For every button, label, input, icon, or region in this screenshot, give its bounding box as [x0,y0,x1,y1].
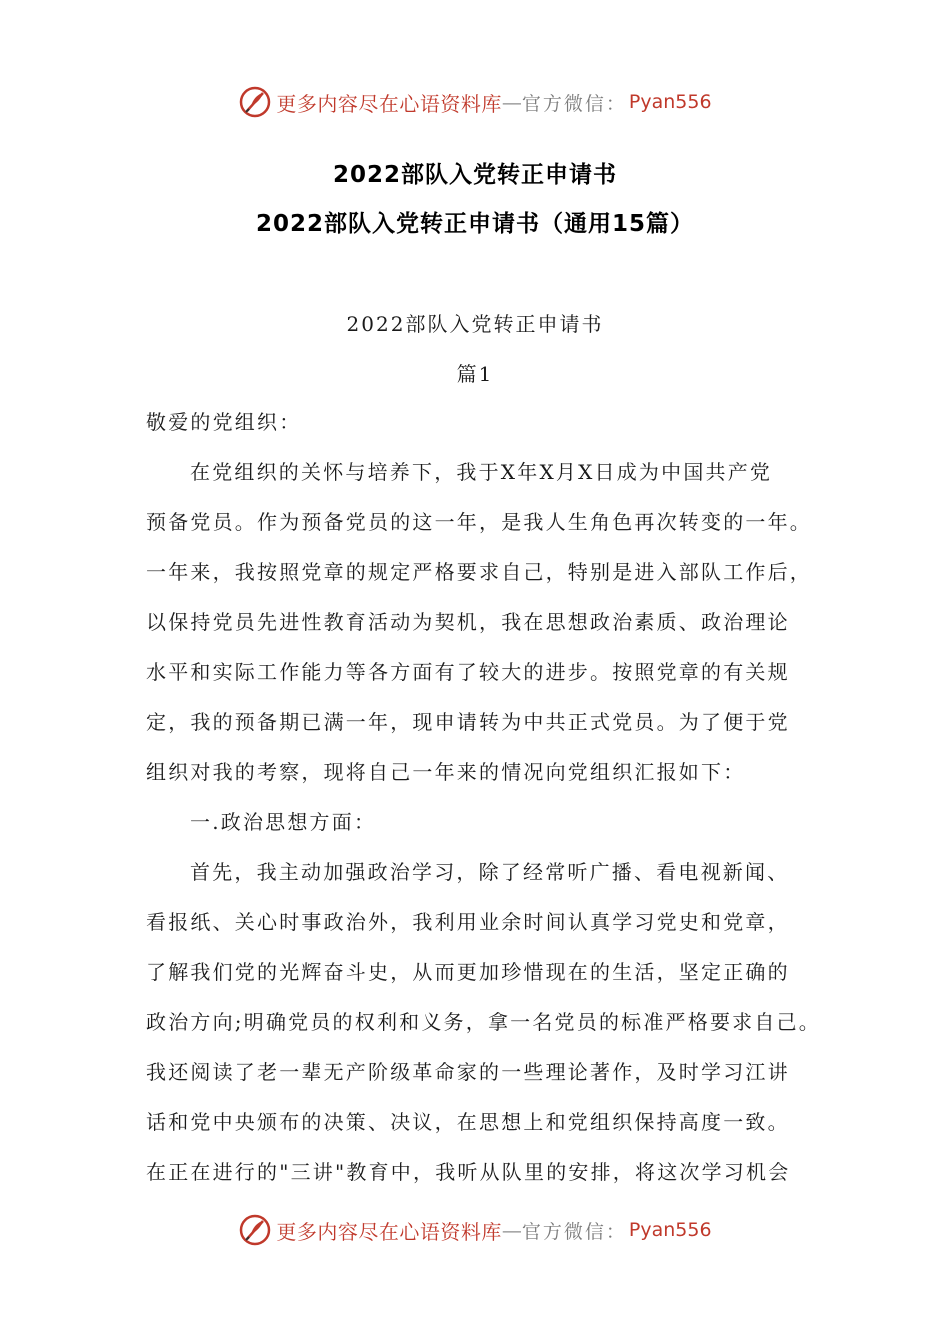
paragraph-line: 组织对我的考察，现将自己一年来的情况向党组织汇报如下： [146,760,746,784]
banner-site-text: 更多内容尽在心语资料库 [276,1219,502,1244]
quill-logo-icon [238,85,272,119]
paragraph-line: 政治方向;明确党员的权利和义务，拿一名党员的标准严格要求自己。 [146,1010,821,1034]
paragraph-line: 定，我的预备期已满一年，现申请转为中共正式党员。为了便于党 [146,710,790,734]
banner-separator: — [501,1218,522,1242]
footer-banner [0,1210,950,1250]
salutation: 敬爱的党组织： [146,410,302,434]
banner-wechat-id: Pyan556 [628,91,712,113]
subsection-heading: 一.政治思想方面： [190,810,377,834]
document-subtitle: 2022部队入党转正申请书（通用15篇） [255,211,695,237]
banner-site-text: 更多内容尽在心语资料库 [276,91,502,116]
banner-separator: — [501,90,522,114]
banner-wechat-label: 官方微信： [521,1220,627,1243]
paragraph-line: 水平和实际工作能力等各方面有了较大的进步。按照党章的有关规 [146,660,790,684]
banner-wechat-id: Pyan556 [628,1219,712,1241]
document-title: 2022部队入党转正申请书 [332,162,617,188]
section-heading: 2022部队入党转正申请书 [346,312,604,336]
paragraph-line: 了解我们党的光辉奋斗史，从而更加珍惜现在的生活，坚定正确的 [146,960,790,984]
section-number: 篇1 [456,362,494,386]
paragraph-line: 看报纸、关心时事政治外，我利用业余时间认真学习党史和党章， [146,910,790,934]
paragraph-line: 我还阅读了老一辈无产阶级革命家的一些理论著作，及时学习江讲 [146,1060,790,1084]
paragraph-line: 首先，我主动加强政治学习，除了经常听广播、看电视新闻、 [190,860,790,884]
banner-wechat-label: 官方微信： [521,92,627,115]
paragraph-line: 预备党员。作为预备党员的这一年，是我人生角色再次转变的一年。 [146,510,812,534]
header-banner [0,82,950,122]
paragraph-line: 以保持党员先进性教育活动为契机，我在思想政治素质、政治理论 [146,610,790,634]
paragraph-line: 话和党中央颁布的决策、决议，在思想上和党组织保持高度一致。 [146,1110,790,1134]
paragraph-line: 在正在进行的"三讲"教育中，我听从队里的安排，将这次学习机会 [146,1160,791,1184]
quill-logo-icon [238,1213,272,1247]
paragraph-line: 一年来，我按照党章的规定严格要求自己，特别是进入部队工作后， [146,560,812,584]
paragraph-line: 在党组织的关怀与培养下，我于X年X月X日成为中国共产党 [190,460,773,484]
